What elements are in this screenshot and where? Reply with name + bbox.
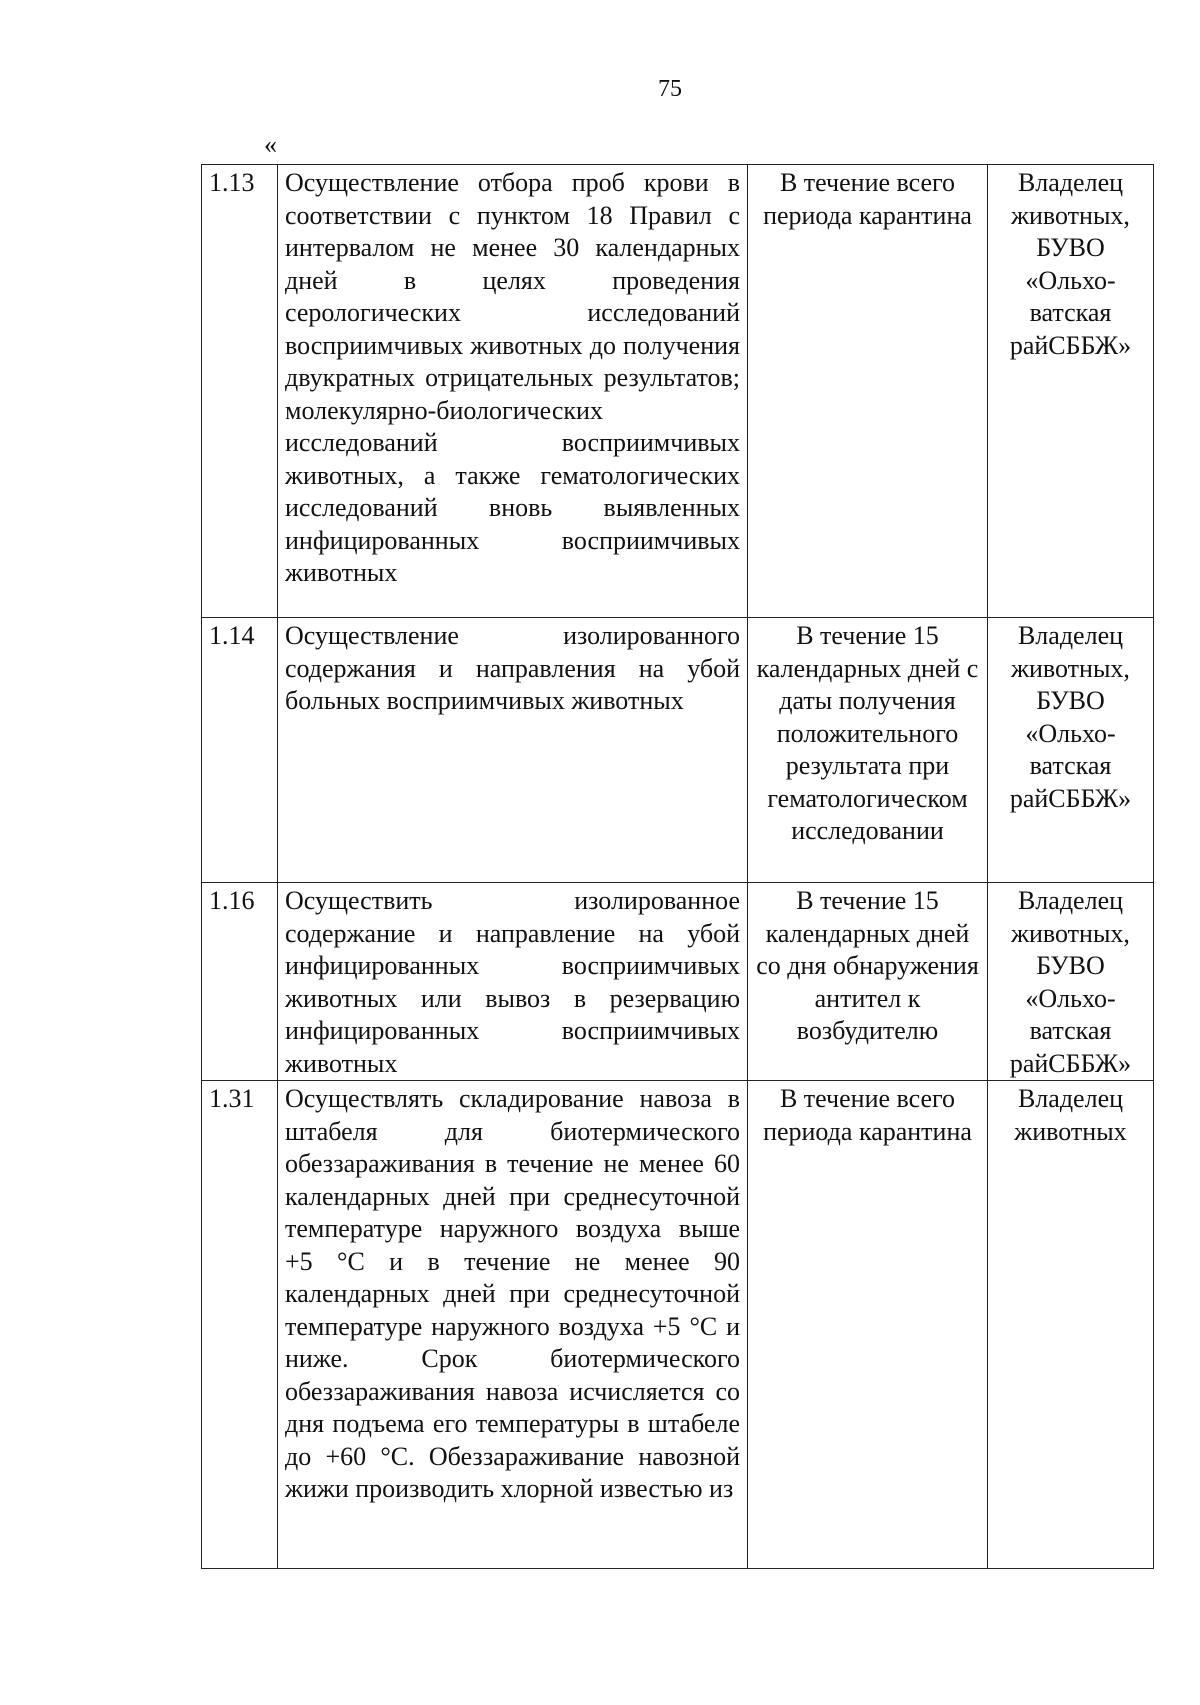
measures-table bbox=[201, 164, 1154, 1569]
row-term: В течение 15 календарных дней с даты получения положительного результата при гематологическом исследовании bbox=[748, 618, 988, 883]
row-responsible: Владелец животных, БУВО «Ольхо-ватская райСББЖ» bbox=[988, 883, 1154, 1081]
row-number: 1.13 bbox=[202, 165, 278, 618]
row-responsible: Владелец животных bbox=[988, 1081, 1154, 1569]
row-number: 1.31 bbox=[202, 1081, 278, 1569]
table-row bbox=[202, 1081, 1154, 1569]
table-row bbox=[202, 883, 1154, 1081]
row-number: 1.16 bbox=[202, 883, 278, 1081]
row-term: В течение всего периода карантина bbox=[748, 165, 988, 618]
row-action: Осуществление изолированного содержания и направления на убой больных восприимчивых животных bbox=[278, 618, 748, 883]
page-number: 75 bbox=[658, 76, 682, 102]
table-row bbox=[202, 165, 1154, 618]
row-term: В течение 15 календарных дней со дня обнаружения антител к возбудителю bbox=[748, 883, 988, 1081]
row-responsible: Владелец животных, БУВО «Ольхо-ватская райСББЖ» bbox=[988, 618, 1154, 883]
row-action: Осуществить изолированное содержание и направление на убой инфицированных восприимчивых животных или вывоз в резервацию инфицированных восприимчивых животных bbox=[278, 883, 748, 1081]
table-row bbox=[202, 618, 1154, 883]
opening-quote-mark: « bbox=[264, 130, 277, 159]
row-number: 1.14 bbox=[202, 618, 278, 883]
row-action: Осуществление отбора проб крови в соответствии с пунктом 18 Правил с интервалом не менее 30 календарных дней в целях проведения серологических исследований восприимчивых животных до получения двукратных отрицательных результатов; молекулярно-биологических исследований восприимчивых животных, а также гематологических исследований вновь выявленных инфицированных восприимчивых животных bbox=[278, 165, 748, 618]
row-action: Осуществлять складирование навоза в штабеля для биотермического обеззараживания в течение не менее 60 календарных дней при среднесуточной температуре наружного воздуха выше +5 °С и в течение не менее 90 календарных дней при среднесуточной температуре наружного воздуха +5 °С и ниже. Срок биотермического обеззараживания навоза исчисляется со дня подъема его температуры в штабеле до +60 °С. Обеззараживание навозной жижи производить хлорной известью из bbox=[278, 1081, 748, 1569]
row-term: В течение всего периода карантина bbox=[748, 1081, 988, 1569]
row-responsible: Владелец животных, БУВО «Ольхо-ватская райСББЖ» bbox=[988, 165, 1154, 618]
